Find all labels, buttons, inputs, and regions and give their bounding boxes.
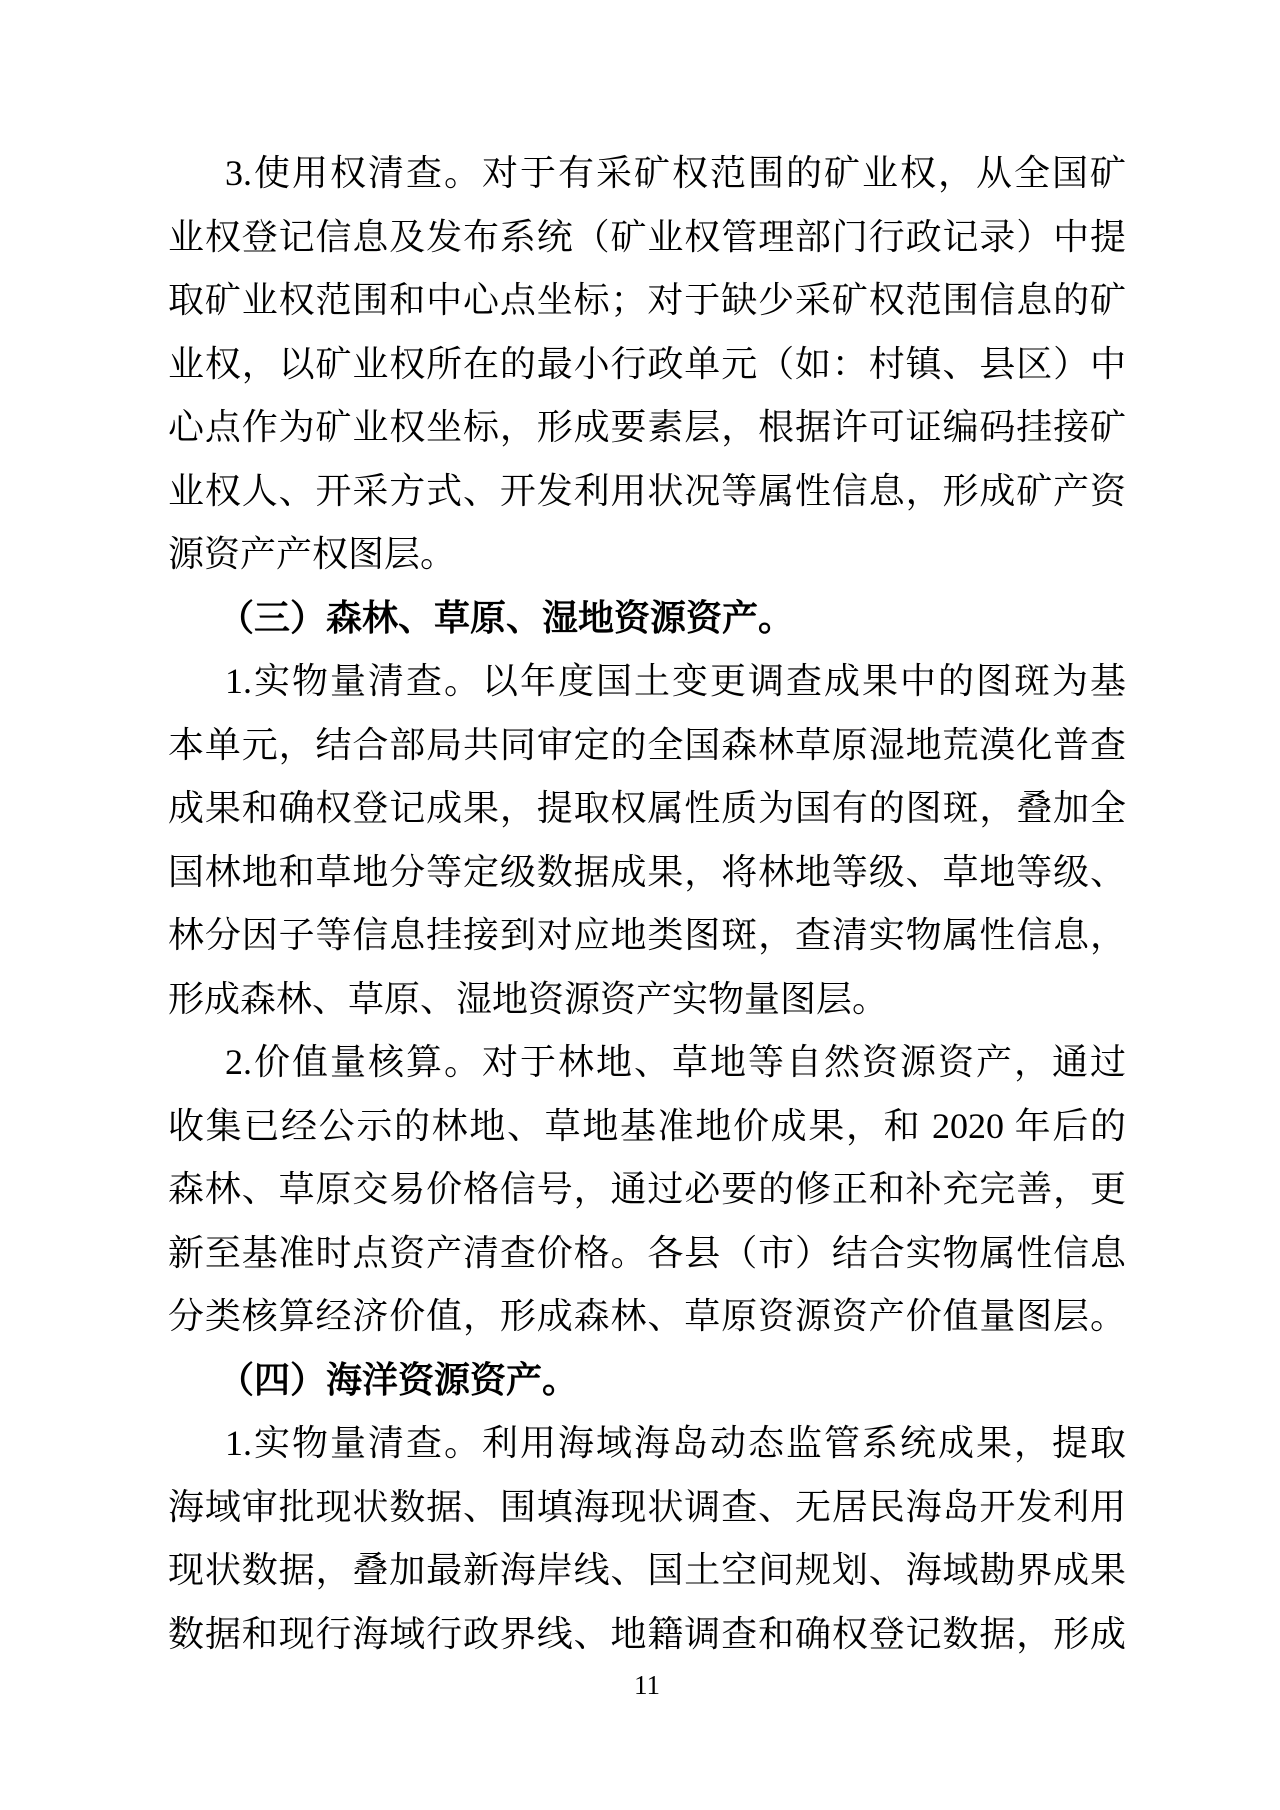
text-line: 业权人、开采方式、开发利用状况等属性信息，形成矿产资	[168, 470, 1126, 511]
text-line: 海域审批现状数据、围填海现状调查、无居民海岛开发利用	[168, 1486, 1126, 1527]
text-line: 森林、草原交易价格信号，通过必要的修正和补充完善，更	[168, 1169, 1126, 1209]
text-line: 现状数据，叠加最新海岸线、国土空间规划、海域勘界成果	[168, 1550, 1126, 1590]
text-line: 分类核算经济价值，形成森林、草原资源资产价值量图层。	[168, 1296, 1126, 1336]
text-line: 3.使用权清查。对于有采矿权范围的矿业权，从全国矿	[225, 153, 1126, 193]
text-line: 成果和确权登记成果，提取权属性质为国有的图斑，叠加全	[168, 788, 1126, 828]
text-line: 形成森林、草原、湿地资源资产实物量图层。	[168, 978, 889, 1019]
text-line: 2.价值量核算。对于林地、草地等自然资源资产，通过	[225, 1042, 1126, 1082]
text-line: 国林地和草地分等定级数据成果，将林地等级、草地等级、	[168, 851, 1126, 892]
text-line: 数据和现行海域行政界线、地籍调查和确权登记数据，形成	[168, 1613, 1126, 1654]
text-line: 本单元，结合部局共同审定的全国森林草原湿地荒漠化普查	[168, 724, 1126, 765]
text-line: 源资产产权图层。	[168, 534, 457, 574]
text-line: 业权登记信息及发布系统（矿业权管理部门行政记录）中提	[168, 216, 1126, 257]
text-line: 取矿业权范围和中心点坐标；对于缺少采矿权范围信息的矿	[168, 280, 1126, 320]
text-line: 心点作为矿业权坐标，形成要素层，根据许可证编码挂接矿	[168, 407, 1126, 447]
text-line: 1.实物量清查。以年度国土变更调查成果中的图斑为基	[225, 661, 1126, 701]
section-heading: （四）海洋资源资产。	[218, 1359, 579, 1400]
text-line: 收集已经公示的林地、草地基准地价成果，和 2020 年后的	[168, 1105, 1126, 1146]
section-heading: （三）森林、草原、湿地资源资产。	[218, 597, 795, 638]
document-lines	[168, 142, 1126, 1666]
text-line: 林分因子等信息挂接到对应地类图斑，查清实物属性信息，	[168, 915, 1126, 955]
text-line: 新至基准时点资产清查价格。各县（市）结合实物属性信息	[168, 1232, 1126, 1273]
page-number: 11	[634, 1670, 660, 1700]
text-line: 业权，以矿业权所在的最小行政单元（如：村镇、县区）中	[168, 343, 1126, 384]
text-line: 1.实物量清查。利用海域海岛动态监管系统成果，提取	[225, 1423, 1126, 1463]
